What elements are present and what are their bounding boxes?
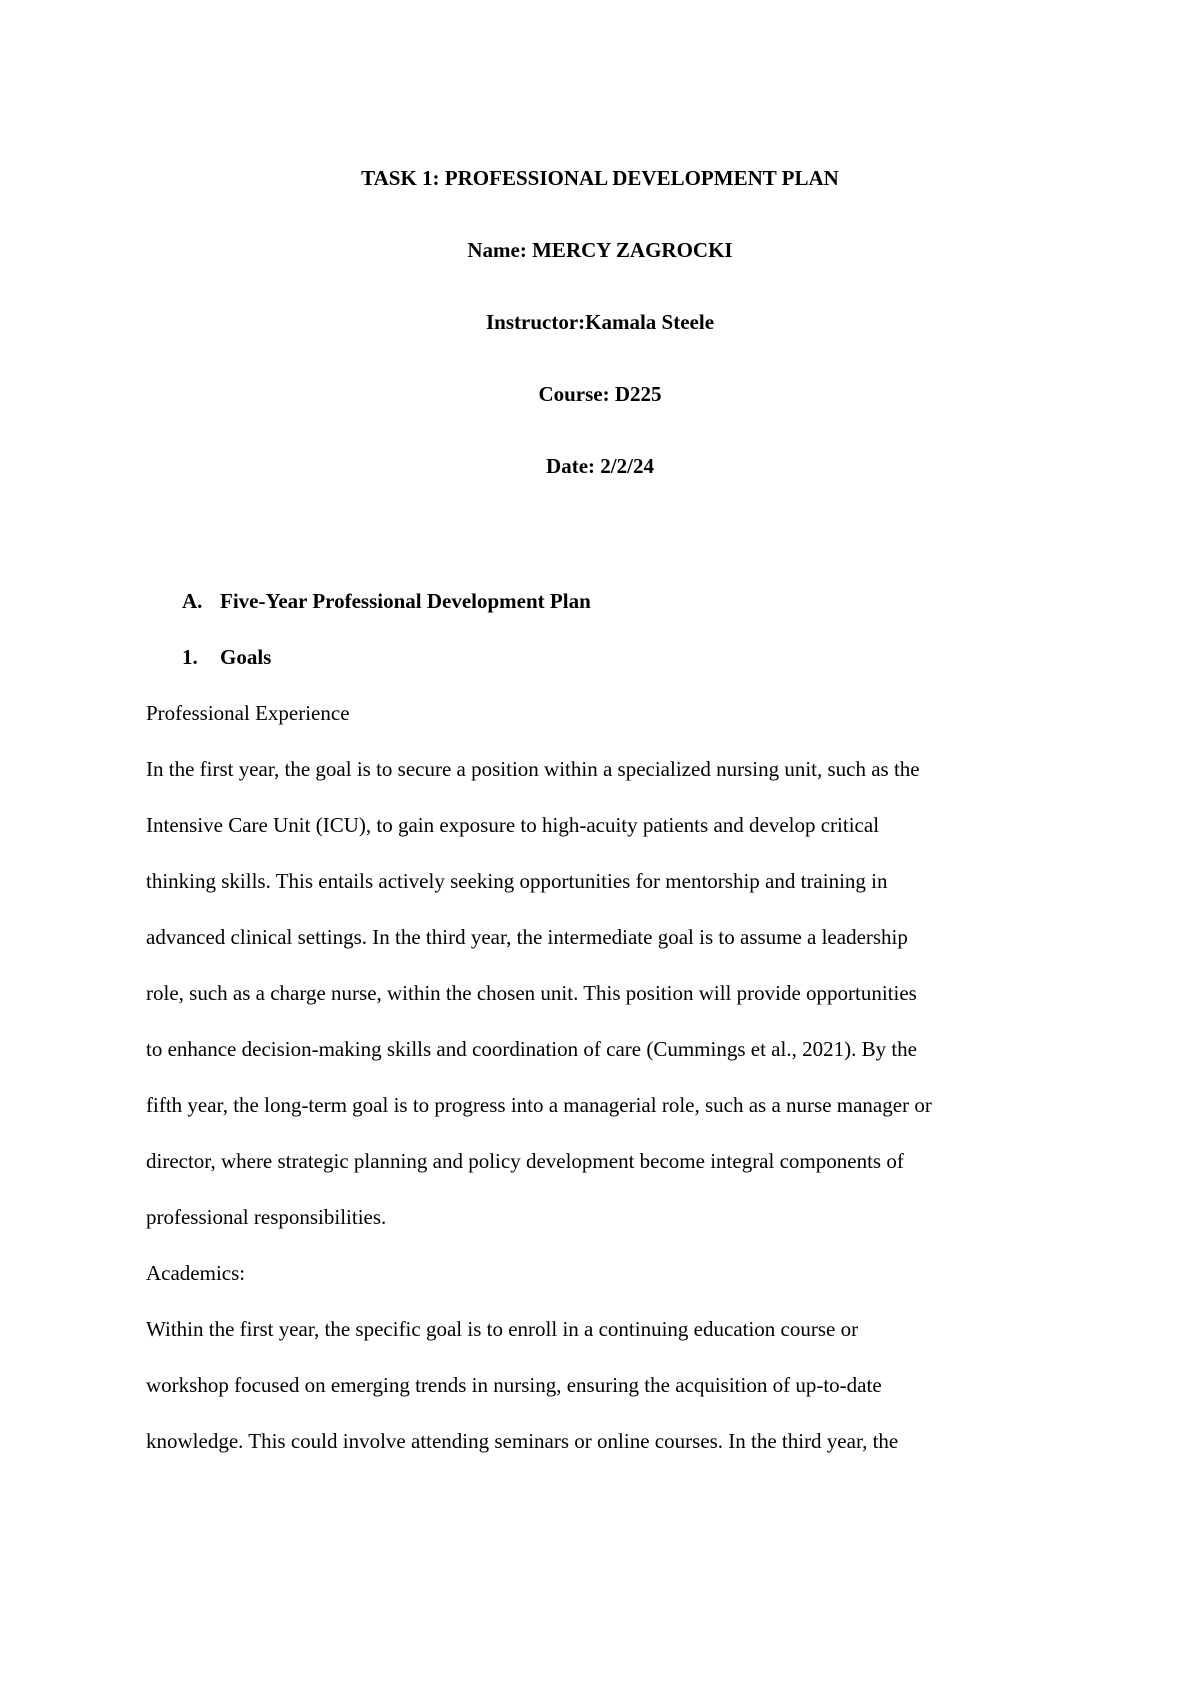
paragraph-line: knowledge. This could involve attending seminars or online courses. In the third year, the bbox=[146, 1429, 899, 1453]
document-date: Date: 2/2/24 bbox=[546, 454, 654, 478]
document-body bbox=[146, 573, 1076, 1469]
section-heading-1 bbox=[146, 629, 1076, 685]
paragraph-line: fifth year, the long-term goal is to progress into a managerial role, such as a nurse manager or bbox=[146, 1093, 932, 1117]
paragraph-line: thinking skills. This entails actively seeking opportunities for mentorship and training in bbox=[146, 869, 888, 893]
paragraph-line: role, such as a charge nurse, within the chosen unit. This position will provide opportunities bbox=[146, 981, 917, 1005]
author-name: Name: MERCY ZAGROCKI bbox=[467, 238, 733, 262]
section-marker-1: 1. bbox=[182, 645, 198, 669]
paragraph-line: professional responsibilities. bbox=[146, 1205, 387, 1229]
paragraph-line: advanced clinical settings. In the third year, the intermediate goal is to assume a leadership bbox=[146, 925, 908, 949]
document-title: TASK 1: PROFESSIONAL DEVELOPMENT PLAN bbox=[361, 166, 839, 190]
title-block bbox=[0, 142, 1200, 502]
section-heading-a bbox=[146, 573, 1076, 629]
section-label-1: Goals bbox=[220, 645, 272, 669]
academics-heading: Academics: bbox=[146, 1261, 246, 1285]
academics-paragraph bbox=[146, 1301, 1076, 1469]
professional-experience-heading: Professional Experience bbox=[146, 701, 350, 725]
paragraph-line: workshop focused on emerging trends in nursing, ensuring the acquisition of up-to-date bbox=[146, 1373, 882, 1397]
section-marker-a: A. bbox=[182, 589, 203, 613]
course-code: Course: D225 bbox=[538, 382, 662, 406]
paragraph-line: In the first year, the goal is to secure a position within a specialized nursing unit, such as the bbox=[146, 757, 920, 781]
paragraph-line: to enhance decision-making skills and coordination of care (Cummings et al., 2021). By the bbox=[146, 1037, 917, 1061]
paragraph-line: Within the first year, the specific goal is to enroll in a continuing education course or bbox=[146, 1317, 859, 1341]
section-label-a: Five-Year Professional Development Plan bbox=[220, 589, 591, 613]
paragraph-line: director, where strategic planning and policy development become integral components of bbox=[146, 1149, 904, 1173]
professional-experience-paragraph bbox=[146, 741, 1076, 1245]
paragraph-line: Intensive Care Unit (ICU), to gain exposure to high-acuity patients and develop critical bbox=[146, 813, 880, 837]
instructor-name: Instructor:Kamala Steele bbox=[485, 310, 715, 334]
